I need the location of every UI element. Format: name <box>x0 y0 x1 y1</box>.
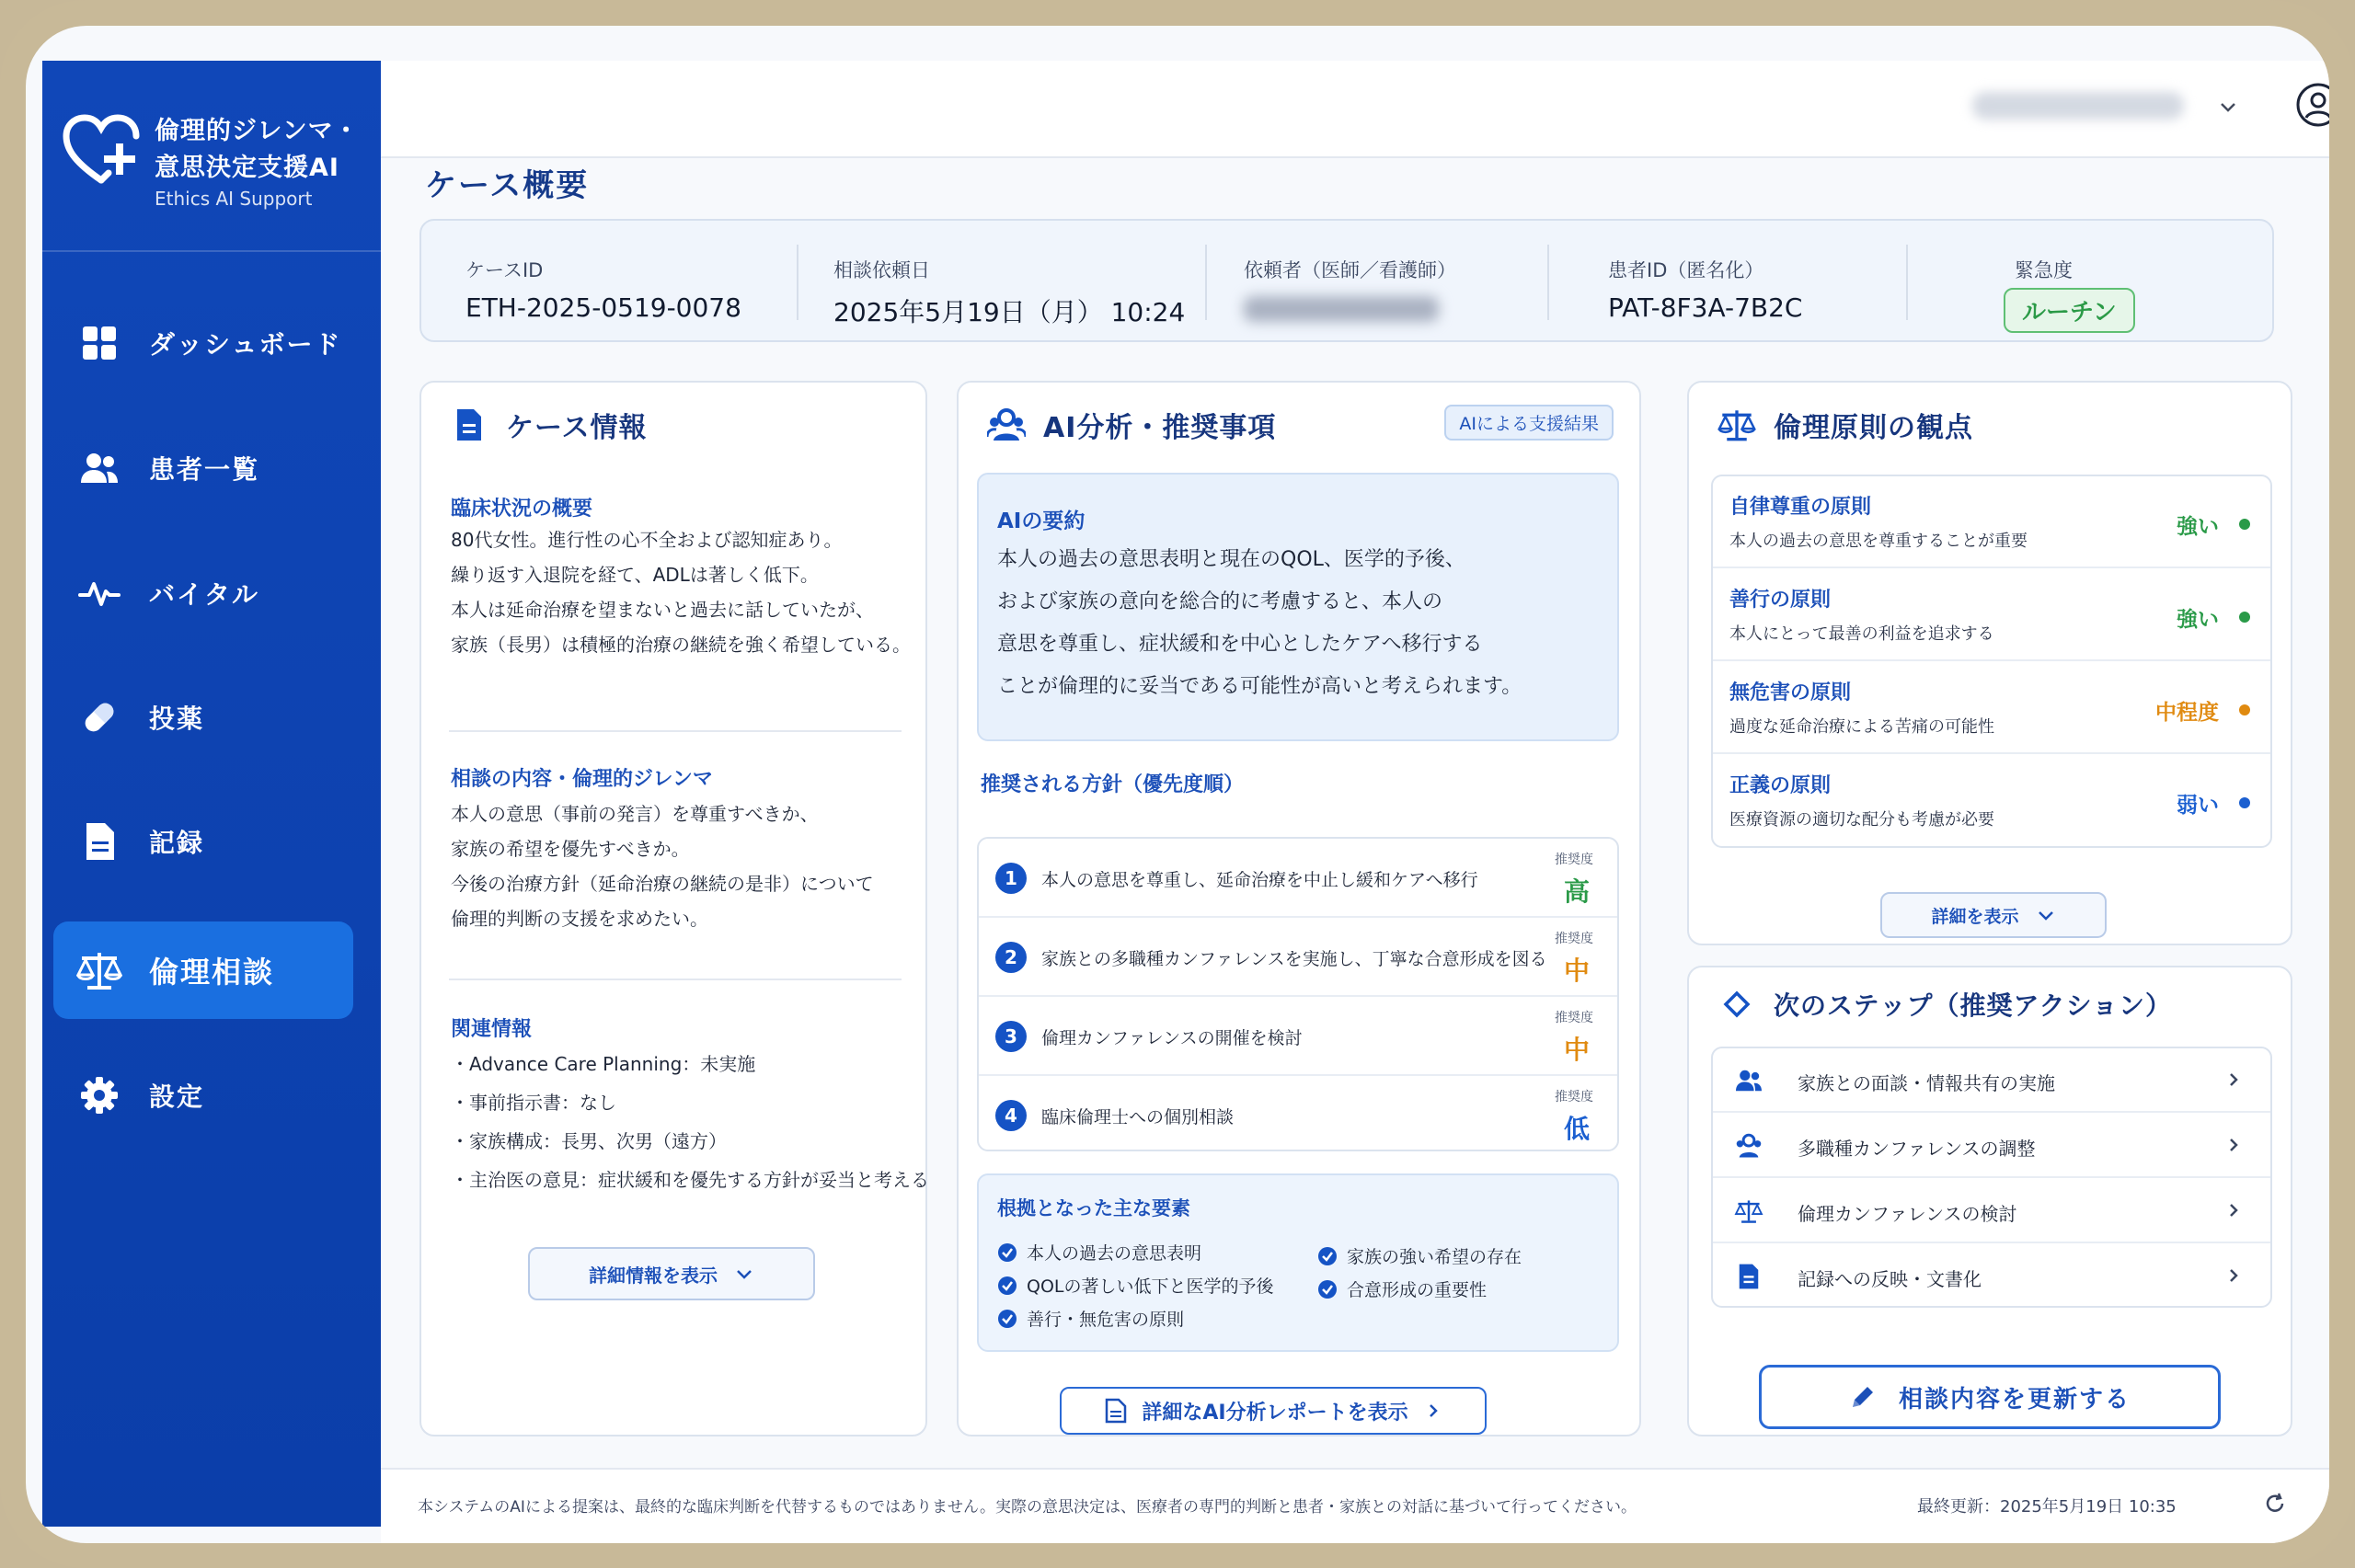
factor-text: 本人の過去の意思表明 <box>1027 1243 1202 1264</box>
priority-level: 低 <box>1563 1114 1590 1144</box>
sidebar-item-label: ダッシュボード <box>149 329 342 360</box>
next-step-label: 記録への反映・文書化 <box>1798 1268 1982 1290</box>
users-icon <box>72 441 127 496</box>
principle-desc: 医療資源の適切な配分も考慮が必要 <box>1729 810 1994 830</box>
principle-title: 自律尊重の原則 <box>1729 496 1872 519</box>
button-label: 詳細を表示 <box>1931 906 2019 927</box>
divider <box>797 245 798 320</box>
clinical-summary-title: 臨床状況の概要 <box>451 498 593 521</box>
check-circle-icon <box>1317 1246 1338 1266</box>
priority-level: 中 <box>1563 956 1590 986</box>
text-line: 今後の治療方針（延命治療の継続の是非）について <box>451 873 874 895</box>
principle-desc: 本人の過去の意思を尊重することが重要 <box>1729 532 2028 551</box>
principle-row <box>1713 569 2270 661</box>
principle-level: 中程度 <box>2155 701 2219 725</box>
user-name-redacted <box>1972 92 2184 120</box>
rank-number: 2 <box>995 942 1027 973</box>
check-circle-icon <box>1317 1279 1338 1299</box>
card-title: 倫理原則の観点 <box>1774 412 1973 444</box>
divider <box>449 979 902 980</box>
priority-label: 推奨度 <box>1555 932 1593 946</box>
chevron-right-icon <box>1425 1402 1442 1419</box>
sidebar-item-ethics-consult[interactable] <box>53 921 353 1019</box>
next-step-label: 家族との面談・情報共有の実施 <box>1798 1072 2055 1094</box>
next-step-item[interactable] <box>1713 1179 2270 1243</box>
text-line: ことが倫理的に妥当である可能性が高いと考えられます。 <box>997 675 1522 698</box>
pill-icon <box>72 690 127 745</box>
footer <box>381 1468 2329 1543</box>
refresh-icon[interactable] <box>2263 1492 2287 1516</box>
card-header <box>1717 984 2172 1024</box>
next-step-item[interactable] <box>1713 1244 2270 1309</box>
scale-icon <box>1733 1196 1764 1227</box>
priority-level: 中 <box>1563 1035 1590 1065</box>
priority-label: 推奨度 <box>1555 1090 1593 1104</box>
card-header <box>1717 405 1973 445</box>
document-icon <box>449 405 489 445</box>
status-dot <box>2239 612 2250 623</box>
ai-analysis-card <box>957 381 1641 1436</box>
sidebar-item-label: 投薬 <box>149 704 205 734</box>
principle-level: 弱い <box>2177 794 2219 818</box>
next-step-list <box>1711 1047 2272 1308</box>
status-dot <box>2239 797 2250 808</box>
principle-title: 善行の原則 <box>1729 589 1832 612</box>
case-info-card <box>419 381 927 1436</box>
diamond-icon <box>1717 984 1757 1024</box>
chevron-right-icon <box>2224 1136 2243 1154</box>
button-label: 詳細情報を表示 <box>589 1264 718 1287</box>
priority-level: 高 <box>1563 876 1590 907</box>
divider <box>1205 245 1207 320</box>
ai-result-badge: AIによる支援結果 <box>1444 405 1614 441</box>
sidebar-item-label: バイタル <box>149 579 260 610</box>
principles-details-button[interactable] <box>1880 892 2107 938</box>
sidebar-item-dashboard[interactable] <box>53 294 353 392</box>
scale-icon <box>1717 405 1757 445</box>
last-updated-text: 最終更新：2025年5月19日 10:35 <box>1917 1497 2177 1516</box>
next-step-label: 多職種カンファレンスの調整 <box>1798 1138 2036 1160</box>
text-line: 繰り返す入退院を経て、ADLは著しく低下。 <box>451 564 819 586</box>
key-factors-title: 根拠となった主な要素 <box>997 1197 1190 1219</box>
principle-row <box>1713 755 2270 847</box>
recommendation-row[interactable] <box>979 997 1617 1076</box>
case-id-label: ケースID <box>465 259 544 281</box>
text-line: 80代女性。進行性の心不全および認知症あり。 <box>451 529 843 551</box>
sidebar-item-patients[interactable] <box>53 419 353 517</box>
factor-item <box>997 1273 1274 1298</box>
text-line: 家族（長男）は積極的治療の継続を強く希望している。 <box>451 634 911 656</box>
text-line: ・事前指示書：なし <box>451 1092 616 1114</box>
user-account-icon[interactable] <box>2294 81 2329 129</box>
recommendation-list <box>977 837 1619 1151</box>
text-line: ・Advance Care Planning：未実施 <box>451 1053 756 1075</box>
dilemma-title: 相談の内容・倫理的ジレンマ <box>451 768 713 791</box>
related-info-text <box>451 1045 929 1199</box>
brand <box>42 61 381 252</box>
factor-text: 善行・無危害の原則 <box>1027 1310 1185 1330</box>
principle-title: 正義の原則 <box>1729 774 1832 797</box>
top-bar <box>381 61 2329 158</box>
related-info-title: 関連情報 <box>451 1018 533 1041</box>
next-step-item[interactable] <box>1713 1114 2270 1178</box>
case-id-value: ETH-2025-0519-0078 <box>465 292 741 323</box>
request-date-value: 2025年5月19日（月） 10:24 <box>833 297 1186 327</box>
next-steps-card <box>1687 966 2292 1436</box>
factor-item <box>1317 1243 1522 1268</box>
chevron-down-icon <box>734 1264 754 1284</box>
divider <box>1547 245 1549 320</box>
ai-summary-box <box>977 473 1619 741</box>
urgency-badge: ルーチン <box>2004 288 2135 333</box>
ethics-principles-card <box>1687 381 2292 945</box>
principle-row <box>1713 476 2270 568</box>
priority-label: 推奨度 <box>1555 853 1593 867</box>
sidebar-item-label: 倫理相談 <box>149 955 275 990</box>
brand-title-line1: 倫理的ジレンマ・ <box>155 117 360 145</box>
principle-level: 強い <box>2177 515 2219 539</box>
sidebar-item-medication[interactable] <box>53 669 353 766</box>
next-step-item[interactable] <box>1713 1048 2270 1113</box>
status-dot <box>2239 704 2250 715</box>
sidebar-item-label: 設定 <box>149 1082 205 1112</box>
principle-desc: 本人にとって最善の利益を追求する <box>1729 624 1994 644</box>
card-header <box>449 405 648 445</box>
button-label: 相談内容を更新する <box>1898 1385 2131 1413</box>
clinical-summary-text <box>451 522 911 662</box>
card-title: AI分析・推奨事項 <box>1043 412 1277 444</box>
factor-item <box>1317 1276 1487 1301</box>
text-line: 本人の意思（事前の発言）を尊重すべきか、 <box>451 803 819 825</box>
recommendation-text: 倫理カンファレンスの開催を検討 <box>1041 1028 1303 1048</box>
page-title: ケース概要 <box>425 167 590 204</box>
sidebar-item-settings[interactable] <box>53 1047 353 1144</box>
pencil-icon <box>1849 1383 1877 1411</box>
button-label: 詳細なAI分析レポートを表示 <box>1142 1401 1408 1425</box>
text-line: 本人は延命治療を望まないと過去に話していたが、 <box>451 599 874 621</box>
requester-redacted <box>1244 296 1439 322</box>
dilemma-text <box>451 796 874 936</box>
status-dot <box>2239 519 2250 530</box>
factor-text: QOLの著しい低下と医学的予後 <box>1027 1276 1274 1297</box>
case-summary-bar <box>419 219 2274 342</box>
rank-number: 3 <box>995 1021 1027 1052</box>
key-factors-box <box>977 1173 1619 1352</box>
ai-summary-text <box>997 539 1522 708</box>
recommendations-title: 推奨される方針（優先度順） <box>981 773 1245 796</box>
check-circle-icon <box>997 1309 1017 1329</box>
rank-number: 1 <box>995 863 1027 894</box>
text-line: 家族の希望を優先すべきか。 <box>451 838 690 860</box>
sidebar-item-vitals[interactable] <box>53 544 353 642</box>
update-consultation-button[interactable] <box>1759 1365 2221 1429</box>
rank-number: 4 <box>995 1100 1027 1131</box>
requester-label: 依頼者（医師／看護師） <box>1244 259 1456 281</box>
divider <box>449 730 902 732</box>
card-title: 次のステップ（推奨アクション） <box>1774 990 2173 1021</box>
factor-text: 家族の強い希望の存在 <box>1347 1247 1522 1267</box>
principle-title: 無危害の原則 <box>1729 681 1852 704</box>
disclaimer-text: 本システムのAIによる提案は、最終的な臨床判断を代替するものではありません。実際の意思決定は、医療者の専門的判断と患者・家族との対話に基づいて行ってください。 <box>418 1498 1637 1516</box>
sidebar-item-label: 記録 <box>149 828 205 858</box>
scale-icon <box>72 943 127 998</box>
recommendation-row[interactable] <box>979 839 1617 918</box>
team-icon <box>1733 1130 1764 1162</box>
show-details-button[interactable] <box>528 1247 815 1300</box>
text-line: および家族の意向を総合的に考慮すると、本人の <box>997 590 1443 613</box>
grid-icon <box>72 315 127 371</box>
text-line: 倫理的判断の支援を求めたい。 <box>451 908 708 930</box>
text-line: 意思を尊重し、症状緩和を中心としたケアへ移行する <box>997 633 1483 656</box>
divider <box>1906 245 1908 320</box>
chevron-right-icon <box>2224 1266 2243 1285</box>
ai-report-button[interactable] <box>1060 1387 1487 1435</box>
check-circle-icon <box>997 1276 1017 1296</box>
app-screen <box>26 26 2329 1543</box>
pulse-icon <box>72 566 127 621</box>
priority-label: 推奨度 <box>1555 1011 1593 1025</box>
gear-icon <box>72 1068 127 1123</box>
sidebar-item-records[interactable] <box>53 793 353 890</box>
document-icon <box>1105 1398 1127 1424</box>
card-title: ケース情報 <box>506 412 648 444</box>
recommendation-text: 家族との多職種カンファレンスを実施し、丁寧な合意形成を図る <box>1041 949 1547 969</box>
principle-level: 強い <box>2177 608 2219 632</box>
recommendation-text: 臨床倫理士への個別相談 <box>1041 1107 1235 1127</box>
factor-item <box>997 1240 1201 1265</box>
heart-plus-logo-icon <box>61 112 142 189</box>
patient-id-label: 患者ID（匿名化） <box>1608 259 1764 281</box>
chevron-right-icon <box>2224 1070 2243 1089</box>
principle-desc: 過度な延命治療による苦痛の可能性 <box>1729 717 1994 737</box>
recommendation-row[interactable] <box>979 1076 1617 1155</box>
check-circle-icon <box>997 1242 1017 1263</box>
patient-id-value: PAT-8F3A-7B2C <box>1608 292 1803 323</box>
factor-item <box>997 1306 1184 1331</box>
brand-subtitle: Ethics AI Support <box>155 188 313 210</box>
card-header <box>986 405 1276 445</box>
sidebar <box>42 61 381 1527</box>
team-icon <box>986 405 1027 445</box>
text-line: ・家族構成：長男、次男（遠方） <box>451 1130 727 1152</box>
document-icon <box>1733 1261 1764 1292</box>
text-line: 本人の過去の意思表明と現在のQOL、医学的予後、 <box>997 548 1465 571</box>
principle-row <box>1713 662 2270 754</box>
factor-text: 合意形成の重要性 <box>1347 1280 1488 1300</box>
principle-list <box>1711 475 2272 848</box>
recommendation-row[interactable] <box>979 918 1617 997</box>
urgency-label: 緊急度 <box>2015 259 2073 281</box>
brand-title-line2: 意思決定支援AI <box>155 154 339 182</box>
text-line: ・主治医の意見：症状緩和を優先する方針が妥当と考える <box>451 1169 929 1191</box>
next-step-label: 倫理カンファレンスの検討 <box>1798 1203 2017 1225</box>
recommendation-text: 本人の意思を尊重し、延命治療を中止し緩和ケアへ移行 <box>1041 870 1478 890</box>
request-date-label: 相談依頼日 <box>833 259 930 281</box>
chevron-down-icon <box>2036 905 2056 925</box>
ai-summary-title: AIの要約 <box>997 509 1086 533</box>
sidebar-item-label: 患者一覧 <box>149 454 260 485</box>
users-icon <box>1733 1065 1764 1096</box>
document-icon <box>72 814 127 869</box>
chevron-right-icon <box>2224 1201 2243 1219</box>
chevron-down-icon[interactable] <box>2217 96 2239 118</box>
